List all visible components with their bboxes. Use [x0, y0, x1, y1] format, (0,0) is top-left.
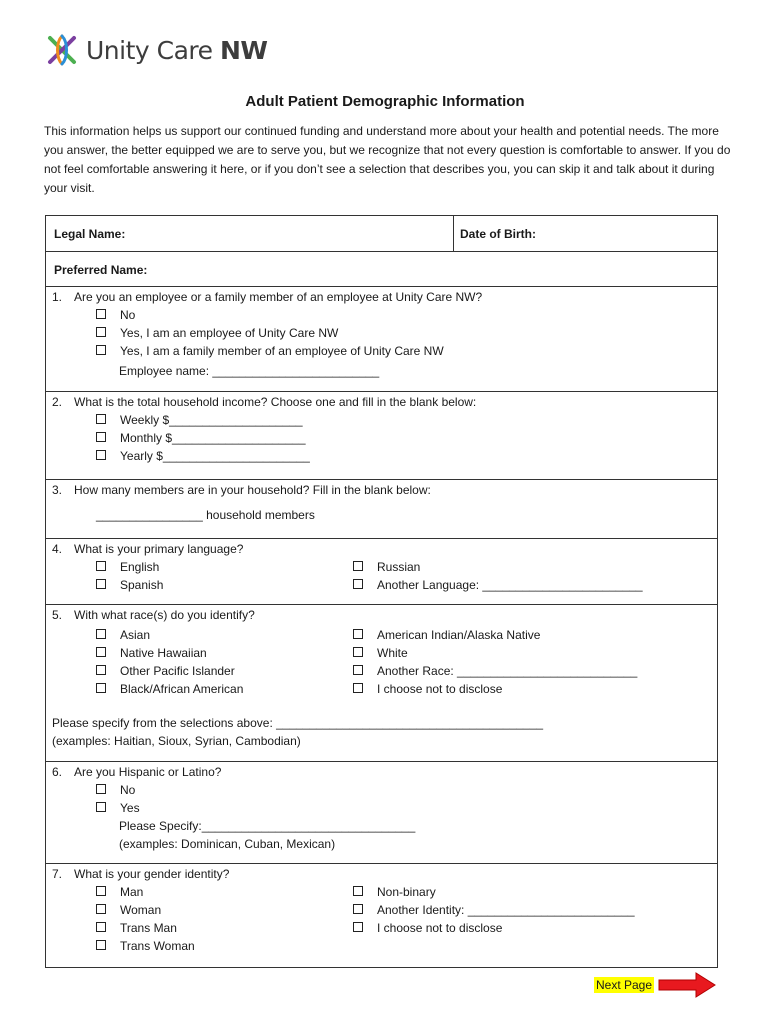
logo-text: Unity Care NW: [86, 35, 268, 65]
q7-option-non-binary[interactable]: Non-binary: [353, 885, 436, 899]
checkbox-icon[interactable]: [96, 345, 106, 355]
checkbox-icon[interactable]: [353, 683, 363, 693]
race-examples: (examples: Haitian, Sioux, Syrian, Cambodian): [52, 734, 301, 748]
q4-option-spanish[interactable]: Spanish: [96, 578, 163, 592]
q5-option-not-disclose[interactable]: I choose not to disclose: [353, 682, 502, 696]
question-1-text: 1. Are you an employee or a family member of an employee at Unity Care NW?: [52, 290, 483, 304]
q5-option-black[interactable]: Black/African American: [96, 682, 243, 696]
checkbox-icon[interactable]: [353, 647, 363, 657]
checkbox-icon[interactable]: [353, 629, 363, 639]
q6-option-yes[interactable]: Yes: [96, 801, 140, 815]
question-2-text: 2. What is the total household income? Choose one and fill in the blank below:: [52, 395, 477, 409]
checkbox-icon[interactable]: [96, 561, 106, 571]
q7-option-trans-man[interactable]: Trans Man: [96, 921, 177, 935]
q2-option-yearly[interactable]: Yearly $______________________: [96, 449, 310, 463]
question-2: [46, 392, 717, 480]
q1-option-employee[interactable]: Yes, I am an employee of Unity Care NW: [96, 326, 338, 340]
checkbox-icon[interactable]: [353, 886, 363, 896]
name-dob-row: [46, 216, 717, 252]
checkbox-icon[interactable]: [96, 665, 106, 675]
question-6: [46, 762, 717, 864]
checkbox-icon[interactable]: [353, 561, 363, 571]
q2-option-monthly[interactable]: Monthly $____________________: [96, 431, 306, 445]
checkbox-icon[interactable]: [353, 665, 363, 675]
q7-option-woman[interactable]: Woman: [96, 903, 161, 917]
checkbox-icon[interactable]: [96, 784, 106, 794]
q7-option-another-identity[interactable]: Another Identity: _________________________: [353, 903, 635, 917]
q6-option-no[interactable]: No: [96, 783, 135, 797]
q2-option-weekly[interactable]: Weekly $____________________: [96, 413, 303, 427]
checkbox-icon[interactable]: [353, 922, 363, 932]
checkbox-icon[interactable]: [96, 414, 106, 424]
q5-option-american-indian[interactable]: American Indian/Alaska Native: [353, 628, 540, 642]
intro-paragraph: This information helps us support our continued funding and understand more about your health and potential needs. The more you answer, the better equipped we are to serve you, but we recognize that not every question is comfortable to answer. If you do not feel comfortable answering it here, or if you don’t see a selection that describes you, you can skip it and talk about it during your visit.: [44, 124, 731, 195]
question-5: [46, 605, 717, 762]
question-7-text: 7. What is your gender identity?: [52, 867, 230, 881]
checkbox-icon[interactable]: [96, 327, 106, 337]
checkbox-icon[interactable]: [96, 629, 106, 639]
question-5-text: 5. With what race(s) do you identify?: [52, 608, 255, 622]
arrow-right-icon[interactable]: [658, 972, 716, 998]
q5-option-native-hawaiian[interactable]: Native Hawaiian: [96, 646, 207, 660]
hispanic-specify-field[interactable]: Please Specify:________________________________: [119, 819, 416, 833]
q7-option-man[interactable]: Man: [96, 885, 143, 899]
checkbox-icon[interactable]: [96, 886, 106, 896]
question-1: [46, 287, 717, 392]
q7-option-trans-woman[interactable]: Trans Woman: [96, 939, 195, 953]
checkbox-icon[interactable]: [96, 309, 106, 319]
checkbox-icon[interactable]: [96, 647, 106, 657]
hispanic-examples: (examples: Dominican, Cuban, Mexican): [119, 837, 336, 851]
legal-name-field[interactable]: Legal Name:: [54, 227, 126, 241]
preferred-name-row: [46, 252, 717, 287]
unity-care-logo-icon: [44, 32, 80, 68]
page-title: Adult Patient Demographic Information: [245, 93, 525, 110]
household-members-field[interactable]: ________________ household members: [96, 508, 315, 522]
employee-name-field[interactable]: Employee name: _________________________: [119, 364, 380, 378]
preferred-name-field[interactable]: Preferred Name:: [54, 263, 148, 277]
checkbox-icon[interactable]: [96, 904, 106, 914]
question-4-text: 4. What is your primary language?: [52, 542, 244, 556]
checkbox-icon[interactable]: [96, 432, 106, 442]
checkbox-icon[interactable]: [353, 579, 363, 589]
date-of-birth-field[interactable]: Date of Birth:: [460, 227, 536, 241]
q4-option-english[interactable]: English: [96, 560, 159, 574]
q5-option-white[interactable]: White: [353, 646, 408, 660]
question-3-text: 3. How many members are in your household? Fill in the blank below:: [52, 483, 431, 497]
checkbox-icon[interactable]: [353, 904, 363, 914]
q1-option-family[interactable]: Yes, I am a family member of an employee of Unity Care NW: [96, 344, 444, 358]
q5-option-asian[interactable]: Asian: [96, 628, 150, 642]
checkbox-icon[interactable]: [96, 450, 106, 460]
next-page-label[interactable]: Next Page: [596, 978, 653, 992]
logo: [44, 30, 267, 70]
q5-option-another-race[interactable]: Another Race: ___________________________: [353, 664, 637, 678]
next-page-link[interactable]: [594, 976, 716, 994]
q4-option-another-language[interactable]: Another Language: ________________________: [353, 578, 643, 592]
demographic-form: [45, 215, 718, 968]
q4-option-russian[interactable]: Russian: [353, 560, 420, 574]
question-4: [46, 539, 717, 605]
q1-option-no[interactable]: No: [96, 308, 135, 322]
checkbox-icon[interactable]: [96, 922, 106, 932]
checkbox-icon[interactable]: [96, 579, 106, 589]
q5-option-pacific-islander[interactable]: Other Pacific Islander: [96, 664, 235, 678]
question-6-text: 6. Are you Hispanic or Latino?: [52, 765, 222, 779]
checkbox-icon[interactable]: [96, 683, 106, 693]
checkbox-icon[interactable]: [96, 802, 106, 812]
q7-option-not-disclose[interactable]: I choose not to disclose: [353, 921, 502, 935]
race-specify-field[interactable]: Please specify from the selections above: ________________________________________: [52, 716, 544, 730]
question-3: [46, 480, 717, 539]
question-7: [46, 864, 717, 969]
checkbox-icon[interactable]: [96, 940, 106, 950]
